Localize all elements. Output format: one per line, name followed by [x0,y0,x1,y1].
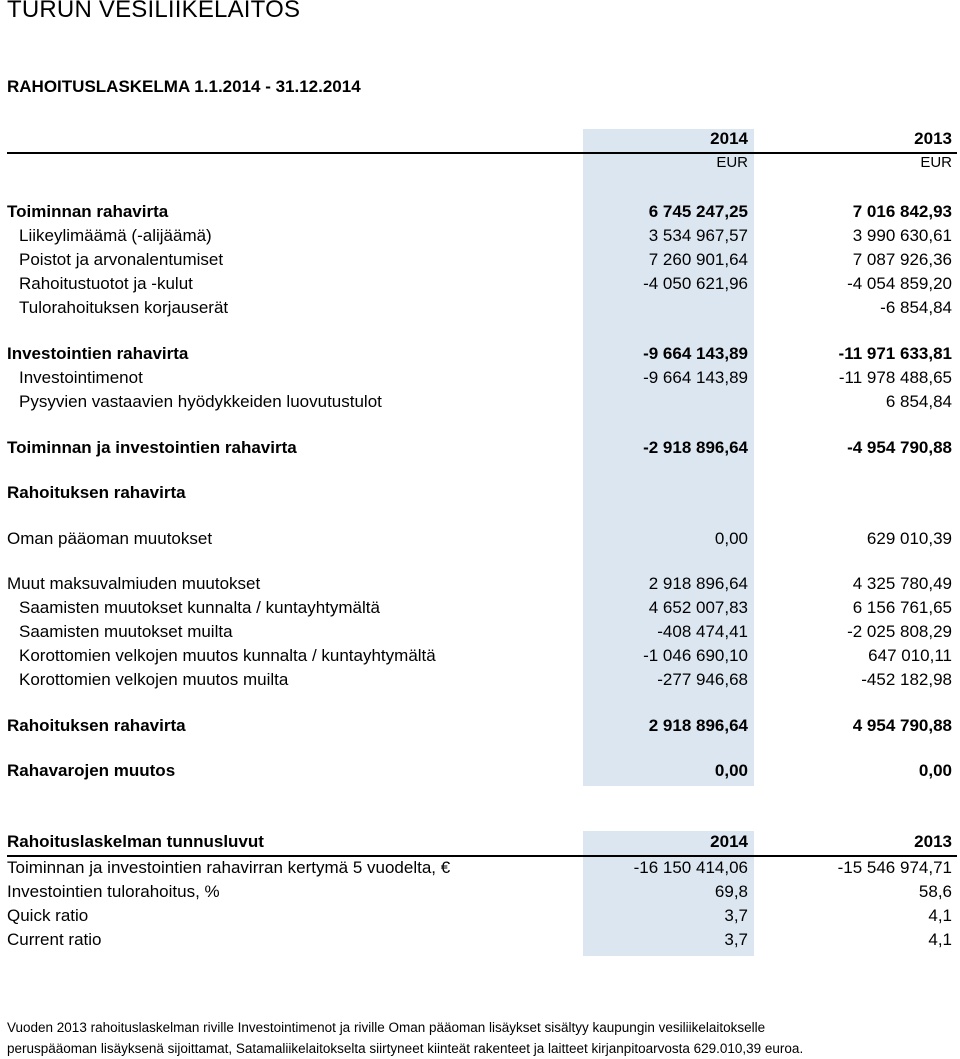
value-2014: -1 046 690,10 [643,646,748,665]
value-2014: 4 652 007,83 [648,598,748,617]
value-2013: -4 954 790,88 [847,438,952,457]
value-2013: 0,00 [918,761,952,780]
row-label: Investointimenot [19,368,143,387]
ratio-label: Current ratio [7,930,102,949]
value-2013: -4 054 859,20 [847,274,952,293]
value-2013: -452 182,98 [861,670,952,689]
table-row [0,202,960,226]
table-row [0,298,960,322]
row-label: Rahavarojen muutos [7,761,176,780]
value-2013: 647 010,11 [868,646,952,665]
ratios-year-2013: 2013 [914,832,952,851]
value-2014: -2 918 896,64 [643,438,748,457]
unit-2014-header: EUR [716,154,748,171]
row-label: Saamisten muutokset muilta [19,622,233,641]
table-row [0,646,960,670]
table-row [0,392,960,416]
value-2014: -4 050 621,96 [643,274,748,293]
ratios-divider [7,855,957,857]
value-2013: -6 854,84 [880,298,952,317]
row-label: Investointien rahavirta [7,344,189,363]
ratio-value-2013: 4,1 [928,906,952,925]
value-2013: 7 087 926,36 [852,250,952,269]
row-label: Korottomien velkojen muutos kunnalta / kuntayhtymältä [19,646,436,665]
ratio-label: Investointien tulorahoitus, % [7,882,220,901]
value-2014: 0,00 [714,761,748,780]
value-2013: 6 854,84 [885,392,952,411]
row-label: Oman pääoman muutokset [7,529,213,548]
ratio-row [0,882,960,906]
value-2014: -277 946,68 [657,670,748,689]
value-2014: 0,00 [714,529,748,548]
table-row [0,716,960,740]
statement-subtitle: RAHOITUSLASKELMA 1.1.2014 - 31.12.2014 [7,77,361,96]
row-label: Pysyvien vastaavien hyödykkeiden luovutustulot [19,392,382,411]
unit-2013-header: EUR [920,154,952,171]
ratios-year-2014: 2014 [710,832,748,851]
value-2013: 7 016 842,93 [852,202,952,221]
ratio-value-2013: -15 546 974,71 [837,858,952,877]
value-2014: 2 918 896,64 [648,716,748,735]
row-label: Liikeylimäämä (-alijäämä) [19,226,212,245]
value-2013: 3 990 630,61 [852,226,952,245]
footnote-line-2: peruspääoman lisäyksenä sijoittamat, Satamaliikelaitokselta siirtyneet kiinteät rakenteet ja laitteet kirjanpitoarvosta 629.010,39 euroa. [7,1041,804,1056]
ratio-label: Quick ratio [7,906,89,925]
row-label: Toiminnan rahavirta [7,202,169,221]
value-2014: 6 745 247,25 [648,202,748,221]
ratio-value-2013: 4,1 [928,930,952,949]
value-2013: 4 954 790,88 [852,716,952,735]
table-row [0,344,960,368]
footnote-line-1: Vuoden 2013 rahoituslaskelman riville Investointimenot ja riville Oman pääoman lisäykset sisältyy kaupungin vesiliikelaitokselle [7,1020,766,1035]
row-label: Tulorahoituksen korjauserät [19,298,229,317]
table-row [0,622,960,646]
ratio-value-2014: -16 150 414,06 [633,858,748,877]
table-row [0,761,960,785]
table-row [0,226,960,250]
row-label: Rahoituksen rahavirta [7,483,186,502]
year-2013-header: 2013 [914,129,952,148]
value-2013: -2 025 808,29 [847,622,952,641]
table-row [0,368,960,392]
ratios-title: Rahoituslaskelman tunnusluvut [7,832,264,851]
table-row [0,250,960,274]
row-label: Rahoitustuotot ja -kulut [19,274,193,293]
value-2014: 3 534 967,57 [648,226,748,245]
ratio-row [0,858,960,882]
value-2014: -408 474,41 [657,622,748,641]
row-label: Muut maksuvalmiuden muutokset [7,574,261,593]
ratio-row [0,906,960,930]
ratio-value-2014: 3,7 [724,930,748,949]
value-2014: -9 664 143,89 [643,368,748,387]
value-2013: 4 325 780,49 [852,574,952,593]
row-label: Korottomien velkojen muutos muilta [19,670,289,689]
ratio-row [0,930,960,954]
row-label: Poistot ja arvonalentumiset [19,250,224,269]
page-title: TURUN VESILIIKELAITOS [7,0,301,23]
table-row [0,529,960,553]
row-label: Rahoituksen rahavirta [7,716,186,735]
row-label: Toiminnan ja investointien rahavirta [7,438,297,457]
value-2013: -11 971 633,81 [838,344,952,363]
unit-header-row [0,154,960,178]
table-row [0,438,960,462]
table-row [0,670,960,694]
value-2013: -11 978 488,65 [838,368,952,387]
table-row [0,274,960,298]
row-label: Saamisten muutokset kunnalta / kuntayhtymältä [19,598,380,617]
ratio-value-2013: 58,6 [918,882,952,901]
value-2013: 6 156 761,65 [852,598,952,617]
value-2014: 7 260 901,64 [648,250,748,269]
value-2013: 629 010,39 [866,529,952,548]
ratio-value-2014: 3,7 [724,906,748,925]
ratios-header-row [0,832,960,856]
ratio-value-2014: 69,8 [714,882,748,901]
footnote [7,1017,957,1059]
table-row [0,598,960,622]
table-row [0,574,960,598]
year-2014-header: 2014 [710,129,748,148]
value-2014: 2 918 896,64 [648,574,748,593]
year-header-row [0,129,960,153]
value-2014: -9 664 143,89 [643,344,748,363]
table-row [0,483,960,507]
ratio-label: Toiminnan ja investointien rahavirran kertymä 5 vuodelta, € [7,858,451,877]
